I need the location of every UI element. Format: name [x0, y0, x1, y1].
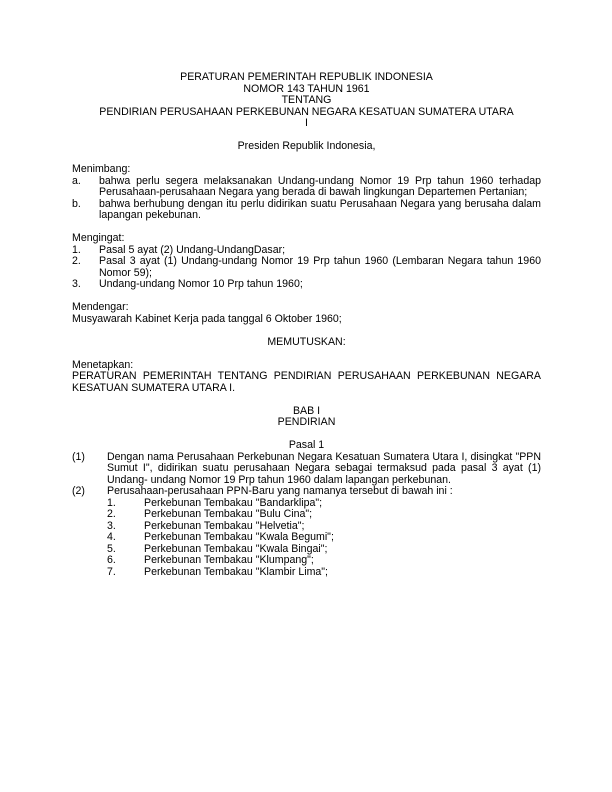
menetapkan-section	[72, 360, 541, 395]
list-item	[72, 199, 541, 222]
mengingat-section	[72, 233, 541, 291]
header-line-4: PENDIRIAN PERUSAHAAN PERKEBUNAN NEGARA KESATUAN SUMATERA UTARA	[99, 105, 514, 118]
chapter-heading	[72, 406, 541, 429]
item-text: Perkebunan Tembakau "Kwala Bingai";	[144, 542, 328, 555]
pasal-1-section	[72, 440, 541, 578]
item-text: Perkebunan Tembakau "Kwala Begumi";	[144, 531, 334, 543]
item-text: Dengan nama Perusahaan Perkebunan Negara Kesatuan Sumatera Utara I, disingkat "PPN Sumut I", didirikan suatu perusahaan Negara sebagai termaksud pada pasal 3 ayat (1) Undang- undang Nomor 19 Prp tahun 1960 dalam lapangan perkebunan.	[107, 450, 541, 486]
sub-list-item	[107, 567, 541, 579]
mengingat-title: Mengingat:	[72, 232, 125, 244]
article-title: Pasal 1	[288, 439, 325, 451]
item-number: 5.	[107, 542, 116, 555]
menetapkan-text: PERATURAN PEMERINTAH TENTANG PENDIRIAN PERUSAHAAN PERKEBUNAN NEGARA KESATUAN SUMATERA UTARA I.	[72, 370, 541, 394]
item-number: (1)	[72, 450, 85, 463]
list-item	[72, 486, 541, 498]
memutuskan-heading: MEMUTUSKAN:	[267, 335, 346, 348]
mendengar-text: Musyawarah Kabinet Kerja pada tanggal 6 Oktober 1960;	[72, 312, 342, 325]
item-text: Perkebunan Tembakau "Klumpang";	[144, 554, 314, 566]
item-text: Perusahaan-perusahaan PPN-Baru yang namanya tersebut di bawah ini :	[107, 485, 453, 497]
item-text: bahwa perlu segera melaksanakan Undang-undang Nomor 19 Prp tahun 1960 terhadap Perusahaan-perusahaan Negara yang berada di bawah lingkungan Departemen Pertanian;	[99, 174, 541, 198]
item-text: Pasal 3 ayat (1) Undang-undang Nomor 19 Prp tahun 1960 (Lembaran Negara tahun 1960 Nomor 59);	[99, 255, 541, 279]
item-text: Perkebunan Tembakau "Bulu Cina";	[144, 508, 313, 520]
document-page	[72, 72, 541, 578]
sub-list-item	[107, 555, 541, 567]
header-line-1: PERATURAN PEMERINTAH REPUBLIK INDONESIA	[180, 71, 433, 83]
sub-list-item	[107, 532, 541, 544]
document-header	[72, 72, 541, 130]
mendengar-section	[72, 302, 541, 325]
mendengar-title: Mendengar:	[72, 301, 129, 313]
header-line-3: TENTANG	[281, 94, 332, 106]
chapter-subtitle: PENDIRIAN	[277, 416, 336, 428]
item-number: a.	[72, 174, 81, 187]
item-text: Perkebunan Tembakau "Helvetia";	[144, 519, 305, 532]
president-line: Presiden Republik Indonesia,	[237, 140, 376, 152]
menimbang-section	[72, 164, 541, 222]
item-number: 7.	[107, 565, 116, 578]
item-number: 1.	[107, 496, 116, 509]
item-text: Pasal 5 ayat (2) Undang-UndangDasar;	[99, 243, 286, 256]
sub-list-item	[107, 509, 541, 521]
item-number: 3.	[72, 278, 81, 290]
list-item	[72, 256, 541, 279]
list-item	[72, 452, 541, 487]
menetapkan-title: Menetapkan:	[72, 358, 134, 371]
item-number: 3.	[107, 519, 116, 532]
item-number: 2.	[72, 255, 81, 267]
item-number: 1.	[72, 243, 81, 256]
item-number: 4.	[107, 531, 116, 543]
item-number: b.	[72, 197, 81, 210]
menimbang-title: Menimbang:	[72, 163, 131, 175]
item-text: Perkebunan Tembakau "Bandarklipa";	[144, 496, 323, 509]
header-line-5: I	[305, 117, 308, 129]
header-line-2: NOMOR 143 TAHUN 1961	[243, 82, 370, 95]
item-text: Perkebunan Tembakau "Klambir Lima";	[144, 565, 328, 578]
item-text: bahwa berhubung dengan itu perlu didirikan suatu Perusahaan Negara yang berusaha dalam lapangan pekebunan.	[99, 197, 541, 221]
item-number: 6.	[107, 554, 116, 566]
list-item	[72, 279, 541, 291]
item-number: 2.	[107, 508, 116, 520]
list-item	[72, 176, 541, 199]
item-text: Undang-undang Nomor 10 Prp tahun 1960;	[99, 278, 303, 290]
chapter-title: BAB I	[292, 404, 321, 417]
item-number: (2)	[72, 485, 85, 497]
